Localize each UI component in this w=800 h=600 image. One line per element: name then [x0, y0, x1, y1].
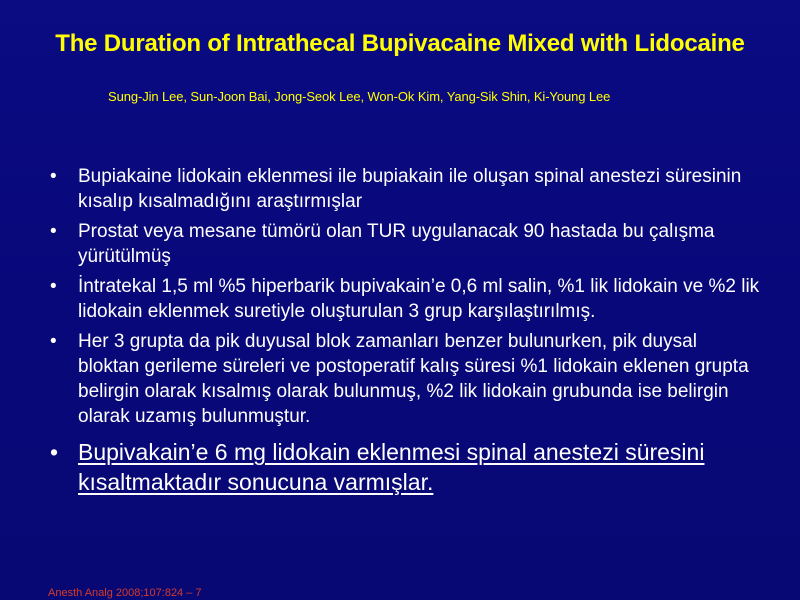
bullet-text: Prostat veya mesane tümörü olan TUR uygulanacak 90 hastada bu çalışma yürütülmüş: [78, 221, 715, 267]
bullet-text: Bupiakaine lidokain eklenmesi ile bupiakain ile oluşan spinal anestezi süresinin kısalıp kısalmadığını araştırmışlar: [78, 166, 742, 212]
bullet-text: Her 3 grupta da pik duyusal blok zamanları benzer bulunurken, pik duysal bloktan gerileme süreleri ve postoperatif kalış süresi %1 lidokain eklenen grupta belirgin olarak kısalmış olarak bulunmuş, %2 lik lidokain grubunda ise belirgin olarak uzamış bulunmuştur.: [78, 331, 749, 427]
bullet-item: [48, 164, 760, 214]
slide-title: The Duration of Intrathecal Bupivacaine Mixed with Lidocaine: [55, 30, 745, 57]
bullet-list: [48, 164, 760, 502]
bullet-dot-icon: •: [50, 439, 59, 465]
bullet-dot-icon: •: [50, 221, 57, 242]
authors-line: Sung-Jin Lee, Sun-Joon Bai, Jong-Seok Lee, Won-Ok Kim, Yang-Sik Shin, Ki-Young Lee: [108, 89, 611, 104]
citation: Anesth Analg 2008;107:824 – 7: [48, 587, 202, 599]
conclusion-bullet: [48, 437, 760, 497]
bullet-dot-icon: •: [50, 166, 57, 187]
bullet-item: [48, 274, 760, 324]
conclusion-text: Bupivakain’e 6 mg lidokain eklenmesi spinal anestezi süresini kısaltmaktadır sonucuna varmışlar.: [78, 439, 705, 495]
bullet-dot-icon: •: [50, 276, 57, 297]
bullet-item: [48, 329, 760, 429]
bullet-dot-icon: •: [50, 331, 57, 352]
bullet-item: [48, 219, 760, 269]
bullet-text: İntratekal 1,5 ml %5 hiperbarik bupivakain’e 0,6 ml salin, %1 lik lidokain ve %2 lik lidokain eklenmek suretiyle oluşturulan 3 grup karşılaştırılmış.: [78, 276, 760, 322]
